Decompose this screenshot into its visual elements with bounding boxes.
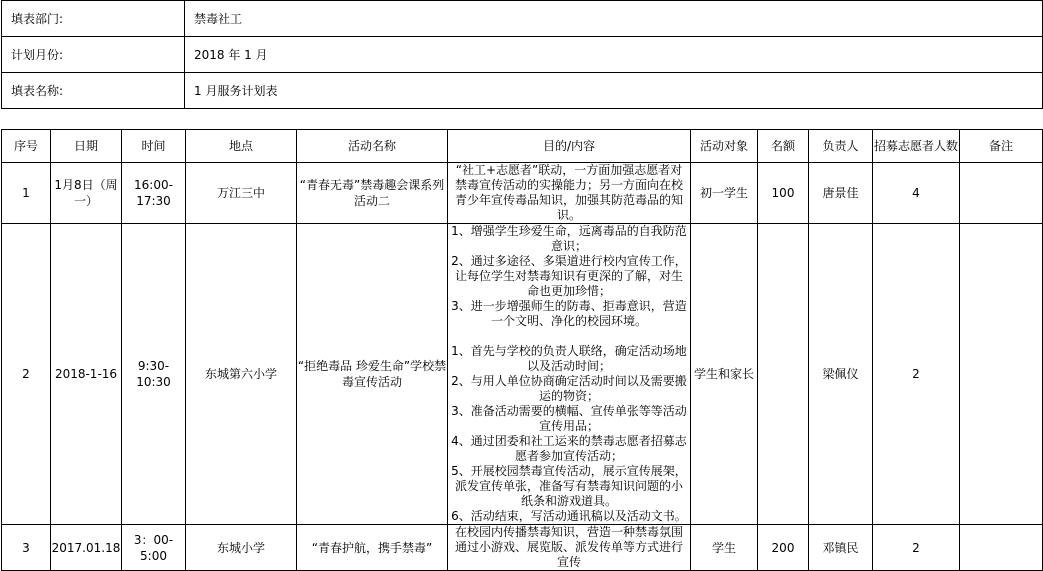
purpose-line: 5、开展校园禁毒宣传活动，展示宣传展架，派发宣传单张，准备写有禁毒知识问题的小纸条和游戏道具。 [451,464,687,508]
purpose-line: 2、通过多途径、多渠道进行校内宣传工作，让每位学生对禁毒知识有更深的了解，对生命也更加珍惜； [451,254,687,298]
purpose-line-blank [451,329,687,344]
header-cell-owner: 负责人 [809,130,873,163]
cell-date: 2017.01.18 [51,525,122,571]
info-label: 计划月份: [2,37,185,73]
cell-no: 3 [2,525,51,571]
cell-time: 3：00-5:00 [122,525,186,571]
header-cell-quota: 名额 [758,130,809,163]
cell-note [960,224,1043,525]
info-row-department [2,1,1043,37]
purpose-line: 3、准备活动需要的横幅、宣传单张等等活动宣传用品； [451,404,687,433]
purpose-line: 1、增强学生珍爱生命，远离毒品的自我防范意识； [451,224,687,253]
cell-time: 16:00-17:30 [122,163,186,224]
header-cell-date: 日期 [51,130,122,163]
info-label: 填表名称: [2,73,185,109]
header-cell-purpose: 目的/内容 [448,130,691,163]
cell-target: 初一学生 [691,163,758,224]
header-cell-activity: 活动名称 [297,130,448,163]
cell-purpose [448,525,691,571]
table-row [2,224,1043,525]
cell-quota: 200 [758,525,809,571]
header-cell-note: 备注 [960,130,1043,163]
cell-date: 2018-1-16 [51,224,122,525]
purpose-line: “社工+志愿者”联动，一方面加强志愿者对禁毒宣传活动的实操能力；另一方面向在校青少年宣传毒品知识，加强其防范毒品的知识。 [454,163,683,222]
cell-no: 1 [2,163,51,224]
cell-owner: 唐景佳 [809,163,873,224]
info-row-month [2,37,1043,73]
header-cell-target: 活动对象 [691,130,758,163]
cell-volunteers: 2 [873,525,960,571]
cell-target: 学生和家长 [691,224,758,525]
cell-purpose [448,163,691,224]
cell-place: 东城小学 [186,525,297,571]
info-value: 2018 年 1 月 [185,37,1043,73]
cell-target: 学生 [691,525,758,571]
plan-table [1,129,1043,571]
info-row-form-name [2,73,1043,109]
cell-time: 9:30-10:30 [122,224,186,525]
cell-place: 东城第六小学 [186,224,297,525]
purpose-line: 2、与用人单位协商确定活动时间以及需要搬运的物资； [451,374,687,403]
header-cell-volunteers: 招募志愿者人数 [873,130,960,163]
cell-date: 1月8日（周一） [51,163,122,224]
header-cell-time: 时间 [122,130,186,163]
purpose-line: 6、活动结束，写活动通讯稿以及活动文书。 [451,509,687,523]
header-cell-place: 地点 [186,130,297,163]
cell-place: 万江三中 [186,163,297,224]
info-table [1,0,1043,109]
info-value: 禁毒社工 [185,1,1043,37]
info-label: 填表部门: [2,1,185,37]
table-row [2,525,1043,571]
header-row [2,130,1043,163]
cell-owner: 梁佩仪 [809,224,873,525]
info-value: 1 月服务计划表 [185,73,1043,109]
purpose-line: 1、首先与学校的负责人联络，确定活动场地以及活动时间； [451,344,687,373]
cell-note [960,525,1043,571]
cell-note [960,163,1043,224]
purpose-line: 3、进一步增强师生的防毒、拒毒意识，营造一个文明、净化的校园环境。 [451,299,687,328]
cell-quota: 100 [758,163,809,224]
cell-volunteers: 2 [873,224,960,525]
purpose-line: 4、通过团委和社工运来的禁毒志愿者招募志愿者参加宣传活动； [451,434,687,463]
cell-activity: “拒绝毒品 珍爱生命”学校禁毒宣传活动 [297,224,448,525]
cell-quota [758,224,809,525]
cell-no: 2 [2,224,51,525]
cell-purpose [448,224,691,525]
cell-volunteers: 4 [873,163,960,224]
table-row [2,163,1043,224]
cell-activity: “青春无毒”禁毒趣会课系列活动二 [297,163,448,224]
cell-owner: 邓镇民 [809,525,873,571]
purpose-line: 在校园内传播禁毒知识，营造一种禁毒氛围通过小游戏、展览版、派发传单等方式进行宣传 [454,525,683,569]
cell-activity: “青春护航，携手禁毒” [297,525,448,571]
header-cell-no: 序号 [2,130,51,163]
